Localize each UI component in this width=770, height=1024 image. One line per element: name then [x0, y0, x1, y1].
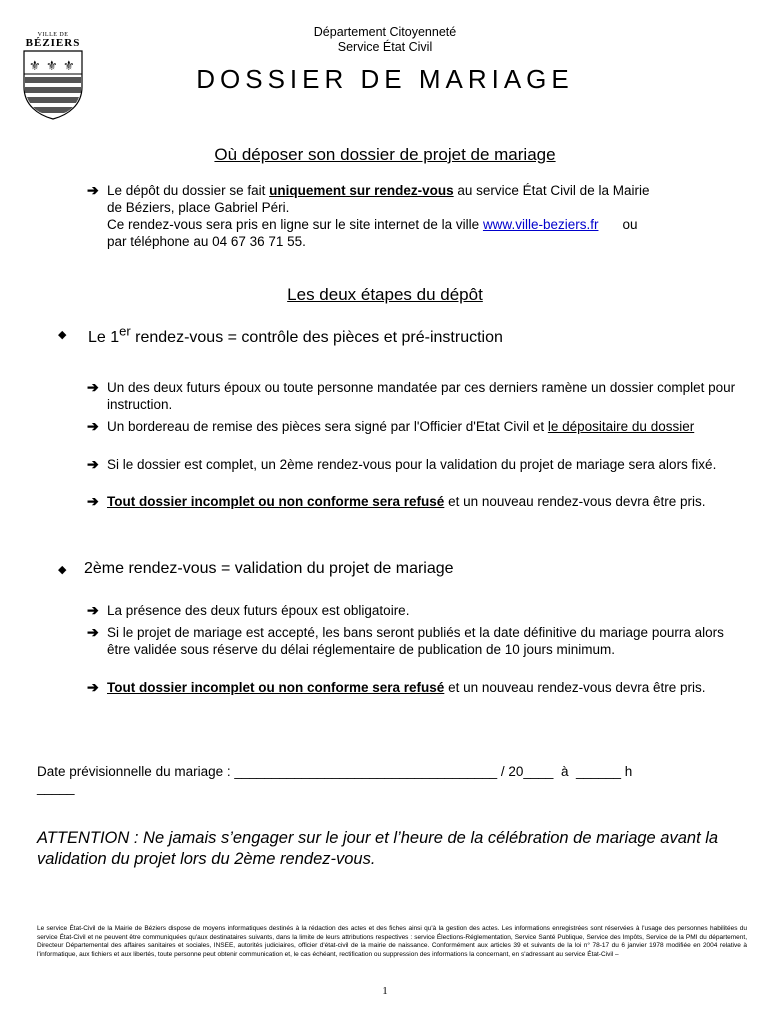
- department-name: Département Citoyenneté: [313, 25, 457, 39]
- list-item: [87, 456, 747, 473]
- legal-footer: Le service État-Civil de la Mairie de Béziers dispose de moyens informatiques destinés à la rédaction des actes et des fiches ainsi qu'à la gestion des actes. Les informations enregistrées sont réservées à l'usage des personnes habilitées du service État-Civil et ne peuvent être communiquées qu'aux destinataires suivants, dans la limite de leurs attributions respectives : service Élections-Réglementation, Service Santé Publique, Service des Impôts, Service de la PMI du département, Directeur Départemental des affaires sanitaires et sociales, INSEE, autorités judiciaires, officier d'état-civil de la mairie de naissance. Conformément aux articles 39 et suivants de la loi n° 78-17 du 6 janvier 1978 modifiée en 2004 relative à l'informatique, aux fichiers et aux libertés, toute personne peut obtenir communication et, le cas échéant, rectification ou suppression des informations la concernant, en s'adressant au service État-Civil –: [37, 925, 747, 958]
- attention-notice: ATTENTION : Ne jamais s’engager sur le jour et l’heure de la célébration de mariage avant la validation du projet lors du 2ème rendez-vous.: [37, 829, 719, 868]
- logo-city-name: BÉZIERS: [25, 37, 81, 49]
- list-item: [87, 679, 747, 696]
- planned-date-field: Date prévisionnelle du mariage : ___________________________________ / 20____ à ______ h: [37, 764, 633, 779]
- document-title: DOSSIER DE MARIAGE: [196, 64, 574, 94]
- first-appointment-heading: [58, 324, 738, 347]
- list-item: [87, 493, 747, 510]
- diamond-bullet-icon: ◆: [58, 329, 67, 341]
- deposit-text-a: Le dépôt du dossier se fait: [107, 183, 270, 198]
- city-website-link[interactable]: www.ville-beziers.fr: [482, 217, 599, 232]
- arrow-icon: ➔: [87, 602, 99, 618]
- arrow-icon: ➔: [87, 624, 99, 640]
- list-item-text: Un des deux futurs époux ou toute personne mandatée par ces derniers ramène un dossier complet pour instruction.: [107, 380, 736, 412]
- section-title-where: Où déposer son dossier de projet de mariage: [214, 145, 556, 164]
- arrow-icon: ➔: [87, 418, 99, 434]
- list-item-text: Si le dossier est complet, un 2ème rendez-vous pour la validation du projet de mariage sera alors fixé.: [107, 457, 717, 472]
- list-item: [87, 379, 747, 413]
- rdv1-suffix: rendez-vous = contrôle des pièces et pré-instruction: [130, 329, 503, 347]
- deposit-text-emphasis: uniquement sur rendez-vous: [269, 183, 454, 198]
- list-item-text: et un nouveau rendez-vous devra être pris.: [444, 494, 706, 509]
- svg-text:⚜: ⚜: [29, 59, 41, 74]
- service-name: Service État Civil: [337, 40, 433, 54]
- phone-text: par téléphone au 04 67 36 71 55.: [107, 234, 306, 249]
- list-item: [87, 602, 747, 619]
- rdv2-label: 2ème rendez-vous = validation du projet de mariage: [84, 560, 454, 577]
- svg-text:⚜: ⚜: [63, 59, 75, 74]
- deposit-address: de Béziers, place Gabriel Péri.: [107, 200, 290, 215]
- logo-top-text: VILLE DE: [37, 32, 69, 38]
- arrow-icon: ➔: [87, 379, 99, 395]
- section-title-steps: Les deux étapes du dépôt: [287, 285, 483, 304]
- planned-date-field-cont: _____: [37, 780, 75, 795]
- arrow-icon: ➔: [87, 679, 99, 695]
- or-text: ou: [622, 217, 638, 232]
- refusal-warning: Tout dossier incomplet ou non conforme sera refusé: [107, 494, 445, 509]
- list-item-underlined: le dépositaire du dossier: [547, 419, 695, 434]
- list-item-text: Si le projet de mariage est accepté, les bans seront publiés et la date définitive du mariage pourra alors être validée sous réserve du délai réglementaire de publication de 10 jours minimum.: [107, 625, 724, 657]
- list-item-text: Un bordereau de remise des pièces sera signé par l'Officier d'Etat Civil et: [107, 419, 548, 434]
- arrow-icon: ➔: [87, 182, 99, 198]
- deposit-info: [87, 182, 757, 250]
- rdv1-sup: er: [119, 324, 131, 339]
- list-item: [87, 624, 747, 658]
- arrow-icon: ➔: [87, 493, 99, 509]
- diamond-bullet-icon: ◆: [58, 564, 67, 576]
- arrow-icon: ➔: [87, 456, 99, 472]
- online-text: Ce rendez-vous sera pris en ligne sur le site internet de la ville: [107, 217, 483, 232]
- page-number: 1: [382, 985, 388, 997]
- list-item-text: La présence des deux futurs époux est obligatoire.: [107, 603, 410, 618]
- list-item: [87, 418, 747, 435]
- deposit-text-c: au service État Civil de la Mairie: [453, 183, 650, 198]
- refusal-warning: Tout dossier incomplet ou non conforme sera refusé: [107, 680, 445, 695]
- rdv1-prefix: Le 1: [88, 329, 120, 347]
- list-item-text: et un nouveau rendez-vous devra être pris.: [444, 680, 706, 695]
- second-appointment-heading: [58, 560, 738, 578]
- svg-text:⚜: ⚜: [46, 59, 58, 74]
